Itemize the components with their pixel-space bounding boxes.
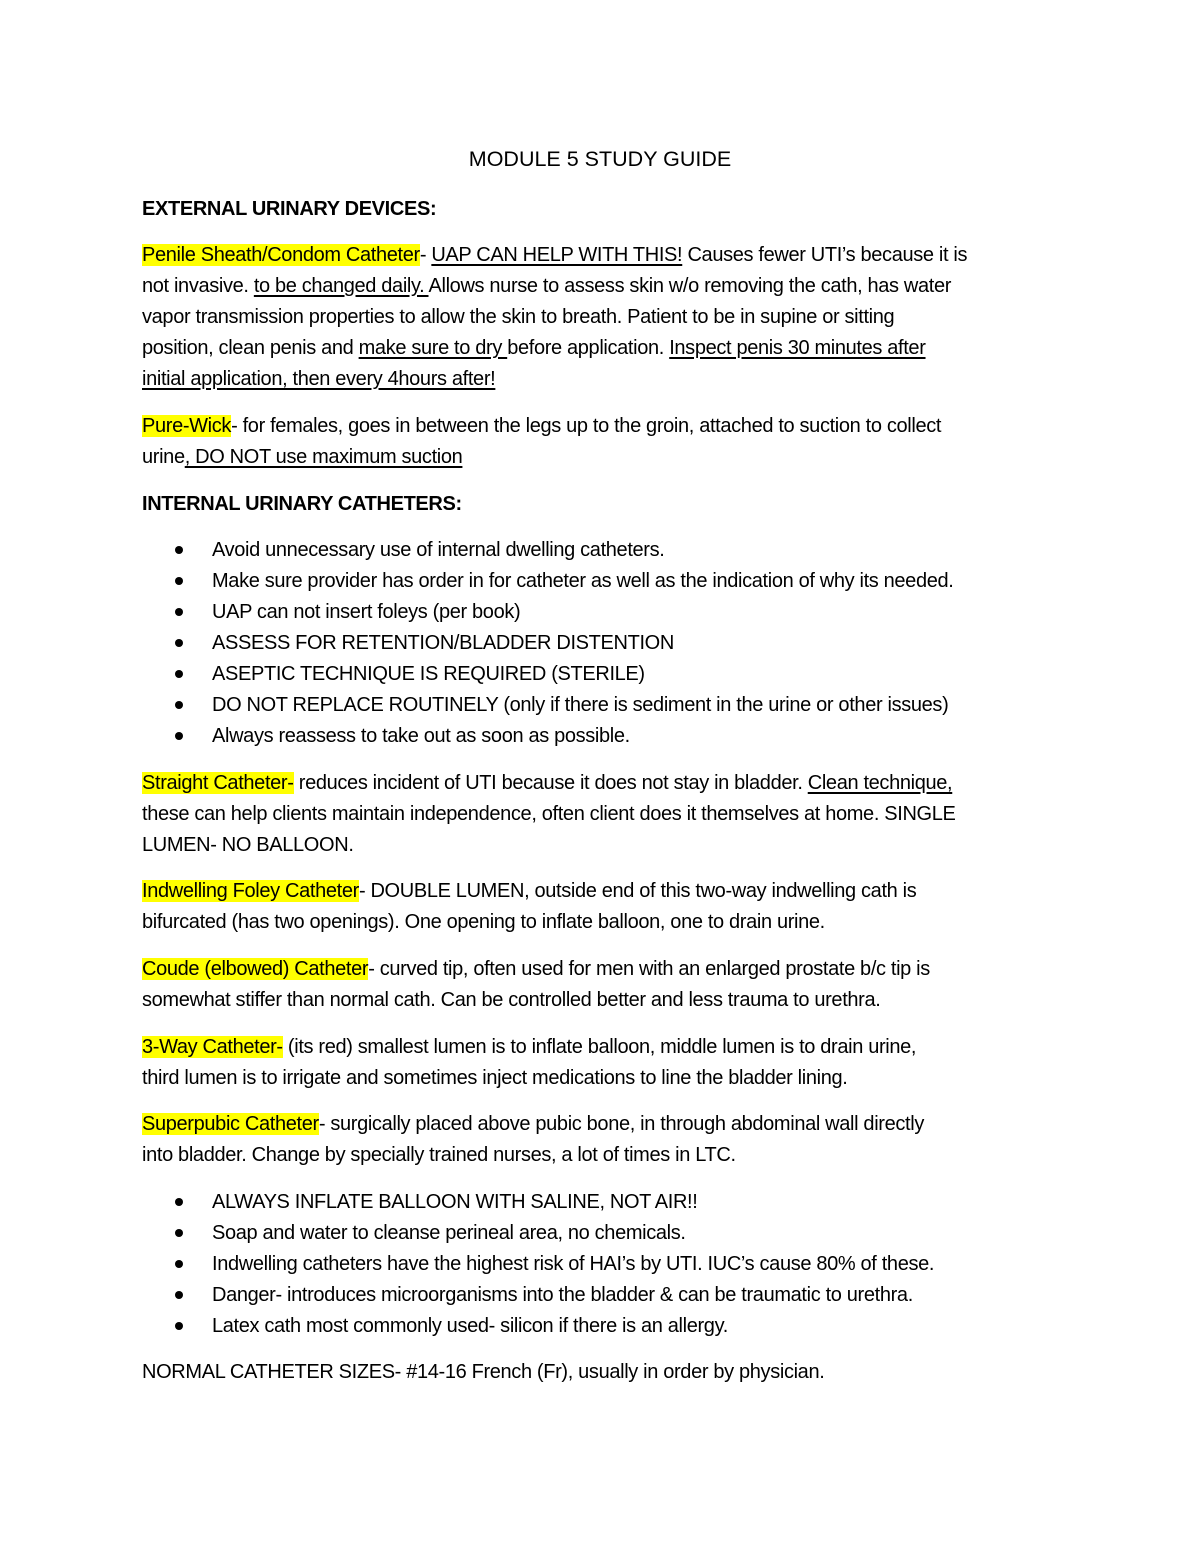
threeway-line-2: third lumen is to irrigate and sometimes inject medications to line the bladder lining. [142, 1067, 848, 1089]
threeway-line-1: 3-Way Catheter- (its red) smallest lumen is to inflate balloon, middle lumen is to drain urine, [142, 1036, 917, 1058]
threeway-term: 3-Way Catheter- [142, 1036, 283, 1058]
bullet-icon [175, 1291, 183, 1299]
penile-line-1: Penile Sheath/Condom Catheter- UAP CAN HELP WITH THIS! Causes fewer UTI’s because it is [142, 244, 968, 266]
straight-line-1: Straight Catheter- reduces incident of UTI because it does not stay in bladder. Clean technique, [142, 772, 953, 794]
list-item: ALWAYS INFLATE BALLOON WITH SALINE, NOT AIR!! [212, 1191, 698, 1213]
list-item: Danger- introduces microorganisms into the bladder & can be traumatic to urethra. [212, 1284, 913, 1306]
list-item: Indwelling catheters have the highest risk of HAI’s by UTI. IUC’s cause 80% of these. [212, 1253, 935, 1275]
penile-line-3: vapor transmission properties to allow the skin to breath. Patient to be in supine or sitting [142, 306, 895, 328]
bullet-icon [175, 1229, 183, 1237]
straight-line-2: these can help clients maintain independence, often client does it themselves at home. SINGLE [142, 803, 956, 825]
purewick-term: Pure-Wick [142, 415, 232, 437]
purewick-line-1: Pure-Wick- for females, goes in between the legs up to the groin, attached to suction to collect [142, 415, 942, 437]
straight-line-3: LUMEN- NO BALLOON. [142, 834, 354, 856]
bullet-icon [175, 1198, 183, 1206]
internal-heading: INTERNAL URINARY CATHETERS: [142, 493, 462, 515]
penile-line-4: position, clean penis and make sure to dry before application. Inspect penis 30 minutes after [142, 337, 926, 359]
catheter-sizes: NORMAL CATHETER SIZES- #14-16 French (Fr), usually in order by physician. [142, 1361, 825, 1383]
bullet-icon [175, 608, 183, 616]
list-item: ASEPTIC TECHNIQUE IS REQUIRED (STERILE) [212, 663, 645, 685]
list-item: Always reassess to take out as soon as possible. [212, 725, 630, 747]
bullet-icon [175, 670, 183, 678]
bullet-icon [175, 701, 183, 709]
list-item: Latex cath most commonly used- silicon if there is an allergy. [212, 1315, 728, 1337]
suprapubic-term: Superpubic Catheter [142, 1113, 319, 1135]
external-heading: EXTERNAL URINARY DEVICES: [142, 198, 437, 220]
penile-uap-note: UAP CAN HELP WITH THIS! [431, 244, 683, 266]
penile-line-5: initial application, then every 4hours after! [142, 368, 496, 390]
purewick-line-2: urine, DO NOT use maximum suction [142, 446, 463, 468]
suprapubic-line-2: into bladder. Change by specially trained nurses, a lot of times in LTC. [142, 1144, 736, 1166]
foley-line-2: bifurcated (has two openings). One opening to inflate balloon, one to drain urine. [142, 911, 825, 933]
list-item: Make sure provider has order in for catheter as well as the indication of why its needed. [212, 570, 954, 592]
bullet-icon [175, 546, 183, 554]
penile-term: Penile Sheath/Condom Catheter [142, 244, 420, 266]
foley-term: Indwelling Foley Catheter [142, 880, 359, 902]
bullet-icon [175, 1260, 183, 1268]
bullet-icon [175, 577, 183, 585]
list-item: Avoid unnecessary use of internal dwelling catheters. [212, 539, 665, 561]
coude-term: Coude (elbowed) Catheter [142, 958, 369, 980]
penile-line-2: not invasive. to be changed daily. Allows nurse to assess skin w/o removing the cath, has water [142, 275, 952, 297]
list-item: Soap and water to cleanse perineal area, no chemicals. [212, 1222, 686, 1244]
bullet-icon [175, 639, 183, 647]
coude-line-1: Coude (elbowed) Catheter- curved tip, often used for men with an enlarged prostate b/c tip is [142, 958, 930, 980]
bullet-icon [175, 732, 183, 740]
list-item: UAP can not insert foleys (per book) [212, 601, 521, 623]
bullet-icon [175, 1322, 183, 1330]
foley-line-1: Indwelling Foley Catheter- DOUBLE LUMEN, outside end of this two-way indwelling cath is [142, 880, 917, 902]
list-item: DO NOT REPLACE ROUTINELY (only if there is sediment in the urine or other issues) [212, 694, 949, 716]
list-item: ASSESS FOR RETENTION/BLADDER DISTENTION [212, 632, 674, 654]
page-title: MODULE 5 STUDY GUIDE [468, 147, 732, 171]
coude-line-2: somewhat stiffer than normal cath. Can be controlled better and less trauma to urethra. [142, 989, 881, 1011]
suprapubic-line-1: Superpubic Catheter- surgically placed above pubic bone, in through abdominal wall directly [142, 1113, 924, 1135]
straight-term: Straight Catheter- [142, 772, 294, 794]
